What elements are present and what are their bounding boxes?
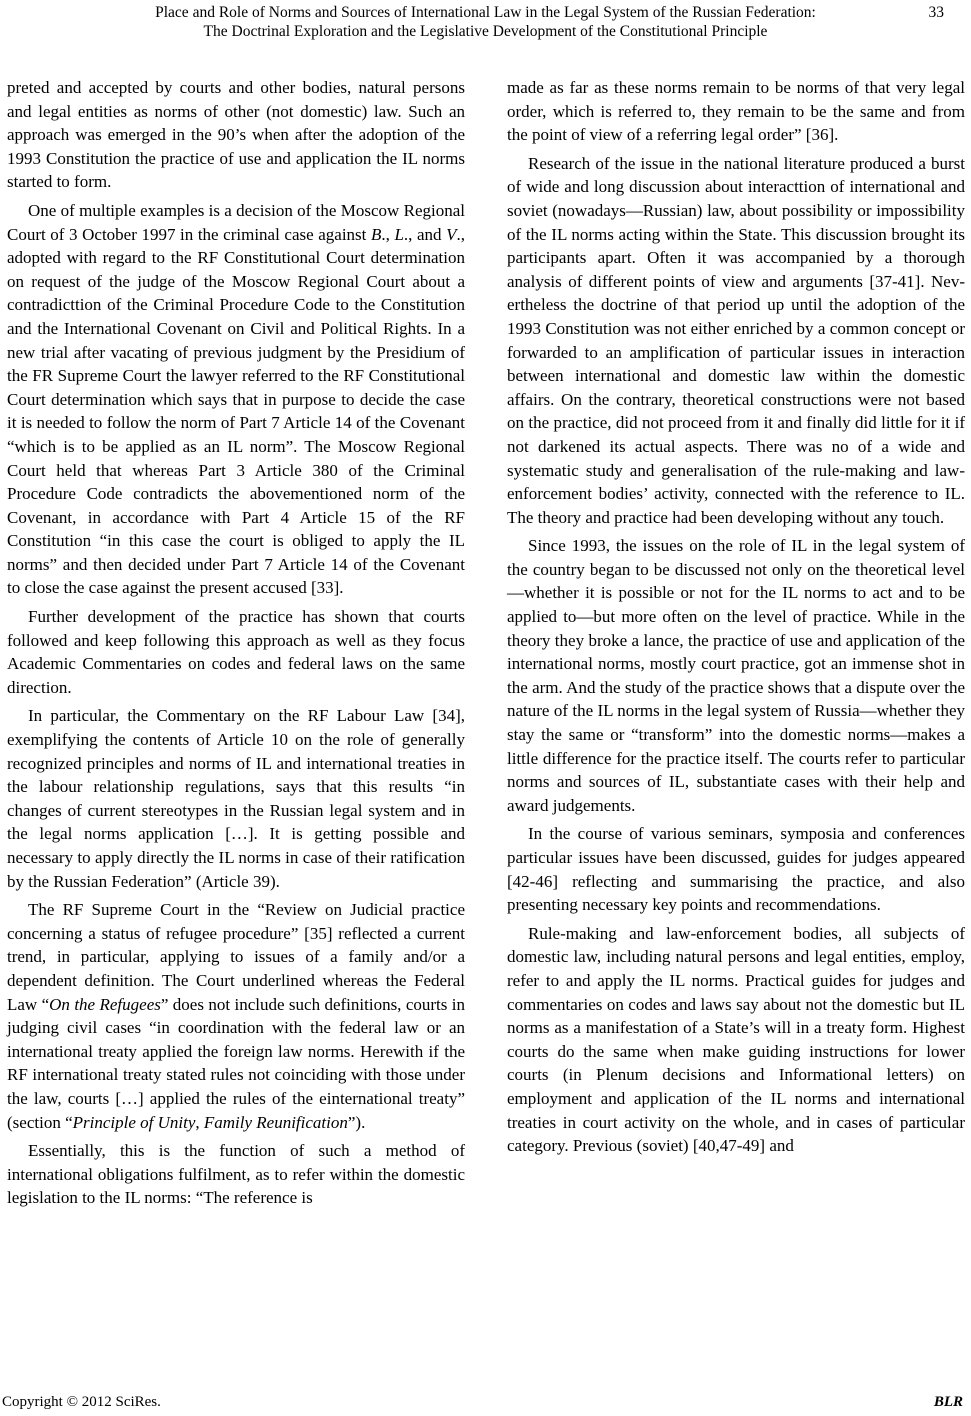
- text-run: ,: [195, 1112, 204, 1132]
- paragraph: made as far as these norms remain to be norms of that very legal order, which is referred to, they remain to be the same and from the point of view of a referring legal order” [36].: [507, 78, 965, 145]
- paragraph: Research of the issue in the national literature produced a burst of wide and long discussion about interacttion of international and soviet (nowadays—Russian) law, about possibility or impossibility of the IL norms acting within the State. This discussion brought its participants apart. Often it was accompanied by a thorough analysis of different points of view and arguments [37-41]. Nevertheless the doctrine of that period up until the adoption of the 1993 Constitution was not either enriched by a common concept or forwarded to an amplification of particular issues in interaction between international and domestic law within the domestic affairs. On the contrary, theoretical constructions were not based on the practice, did not proceed from it and finally did little for it if not darkened its actual aspects. There was no of a wide and systematic study and generalisation of the rule-making and law-enforcement bodies’ activity, connected with the reference to IL. The theory and practice had been developing without any touch.: [507, 153, 965, 527]
- paragraph: [7, 199, 465, 600]
- text-run: ., adopted with regard to the RF Constitutional Court determination on request of the judge of the Moscow Regional Court about a contradicttion of the Criminal Procedure Code to the Constitution and the International Covenant on Civil and Political Rights. In a new trial after vacating of previous judgment by the Presidium of the FR Supreme Court the lawyer referred to the RF Constitutional Court determination which says that in purpose to decide the case it is needed to follow the norm of Part 7 Article 14 of the Covenant “which is to be applied as an IL norm”. The Moscow Regional Court held that whereas Part 3 Article 380 of the Criminal Procedure Code contradicts the abovementioned norm of the Covenant, in accordance with Part 4 Article 15 of the RF Constitution “in this case the court is obliged to apply the IL norms” and then decided under Part 7 Article 14 of the Covenant to close the case against the present accused [33].: [7, 224, 465, 598]
- paragraph: In particular, the Commentary on the RF Labour Law [34], exemplifying the contents of Article 10 on the role of generally recognized principles and norms of IL and international treaties in the labour relationship regulations, says that this results “in changes of current stereotypes in the Russian legal system and in the legal norms application […]. It is getting possible and necessary to apply directly the IL norms in case of their ratification by the Russian Federation” (Article 39).: [7, 706, 465, 891]
- text-run: ., and: [403, 224, 447, 244]
- paragraph: Further development of the practice has shown that courts followed and keep following this approach as well as they focus Academic Commentaries on codes and federal laws on the same direction.: [7, 607, 465, 697]
- paragraph: [7, 898, 465, 1134]
- journal-abbreviation: BLR: [933, 1394, 963, 1410]
- paragraph: In the course of various seminars, symposia and conferences particular issues have been discussed, guides for judges appeared [42-46] reflecting and summarising the practice, and also presenting necessary key points and recommendations.: [507, 824, 965, 915]
- page-number: 33: [928, 4, 944, 21]
- italic-initial: V: [446, 224, 457, 244]
- text-run: ” does not include such definitions, courts in judging civil cases “in coordination with the federal law or an international treaty applied the foreign law norms. Herewith if the RF international treaty stated rules not coinciding with those under the law, courts […] applied the rules of the einternational treaty” (section “: [7, 994, 465, 1132]
- paragraph: preted and accepted by courts and other bodies, natural persons and legal entities as norms of other (not domestic) law. Such an approach was emerged in the 90’s when after the adoption of the 1993 Constitution the practice of use and application the IL norms started to form.: [7, 78, 465, 192]
- paragraph: Essentially, this is the function of such a method of international obligations fulfilment, as to refer within the domestic legislation to the IL norms: “The reference is: [7, 1141, 465, 1208]
- left-column: [7, 76, 465, 1215]
- italic-title: On the Refugees: [49, 994, 161, 1014]
- copyright-notice: Copyright © 2012 SciRes.: [2, 1394, 161, 1410]
- running-title-line-2: The Doctrinal Exploration and the Legislative Development of the Constitutional Principle: [203, 23, 768, 40]
- italic-initial: B: [370, 224, 382, 244]
- italic-title: Principle of Unity: [72, 1112, 196, 1132]
- paragraph: Rule-making and law-enforcement bodies, all subjects of domestic law, including natural persons and legal entities, employ, refer to and apply the IL norms. Practical guides for judges and commentaries on codes and laws say about not the domestic but IL norms as a manifestation of a State’s will in a treaty form. Highest courts do the same when make guiding instructions for lower courts (in Plenum decisions and Informational letters) on employment and application of the IL norms and international treaties in court activity on the whole, and in cases of particular category. Previous (soviet) [40,47-49] and: [507, 923, 965, 1156]
- italic-initial: L: [394, 224, 404, 244]
- text-run: ”).: [347, 1112, 366, 1132]
- text-run: .,: [381, 224, 395, 244]
- italic-title: Family Reunification: [203, 1112, 348, 1132]
- paragraph: Since 1993, the issues on the role of IL in the legal system of the country began to be discussed not only on the theoretical level—whether it is possible or not for the IL norms to act and to be applied to—but more often on the level of practice. While in the theory they broke a lance, the practice of use and application of the international norms, mostly court practice, got an immense shot in the arm. And the study of the practice shows that a dispute over the nature of the IL norms in the legal system of Russia—whether they stay the same or “transform” into the domestic norms—makes a little difference for the practice itself. The courts refer to particular norms and sources of IL, substantiate cases with their help and award judgements.: [507, 536, 965, 815]
- page-footer: [0, 1393, 971, 1413]
- right-column: [507, 76, 965, 1163]
- text-run: One of multiple examples is a decision of the Moscow Regional Court of 3 October 1997 in the criminal case against: [7, 200, 465, 244]
- text-run: The RF Supreme Court in the “Review on Judicial practice concerning a status of refugee procedure” [35] reflected a current trend, in particular, applying to issues of a family and/or a dependent definition. The Court underlined whereas the Federal Law “: [7, 900, 465, 1014]
- page-header: [0, 0, 971, 46]
- running-title-line-1: Place and Role of Norms and Sources of International Law in the Legal System of the Russian Federation:: [155, 4, 816, 21]
